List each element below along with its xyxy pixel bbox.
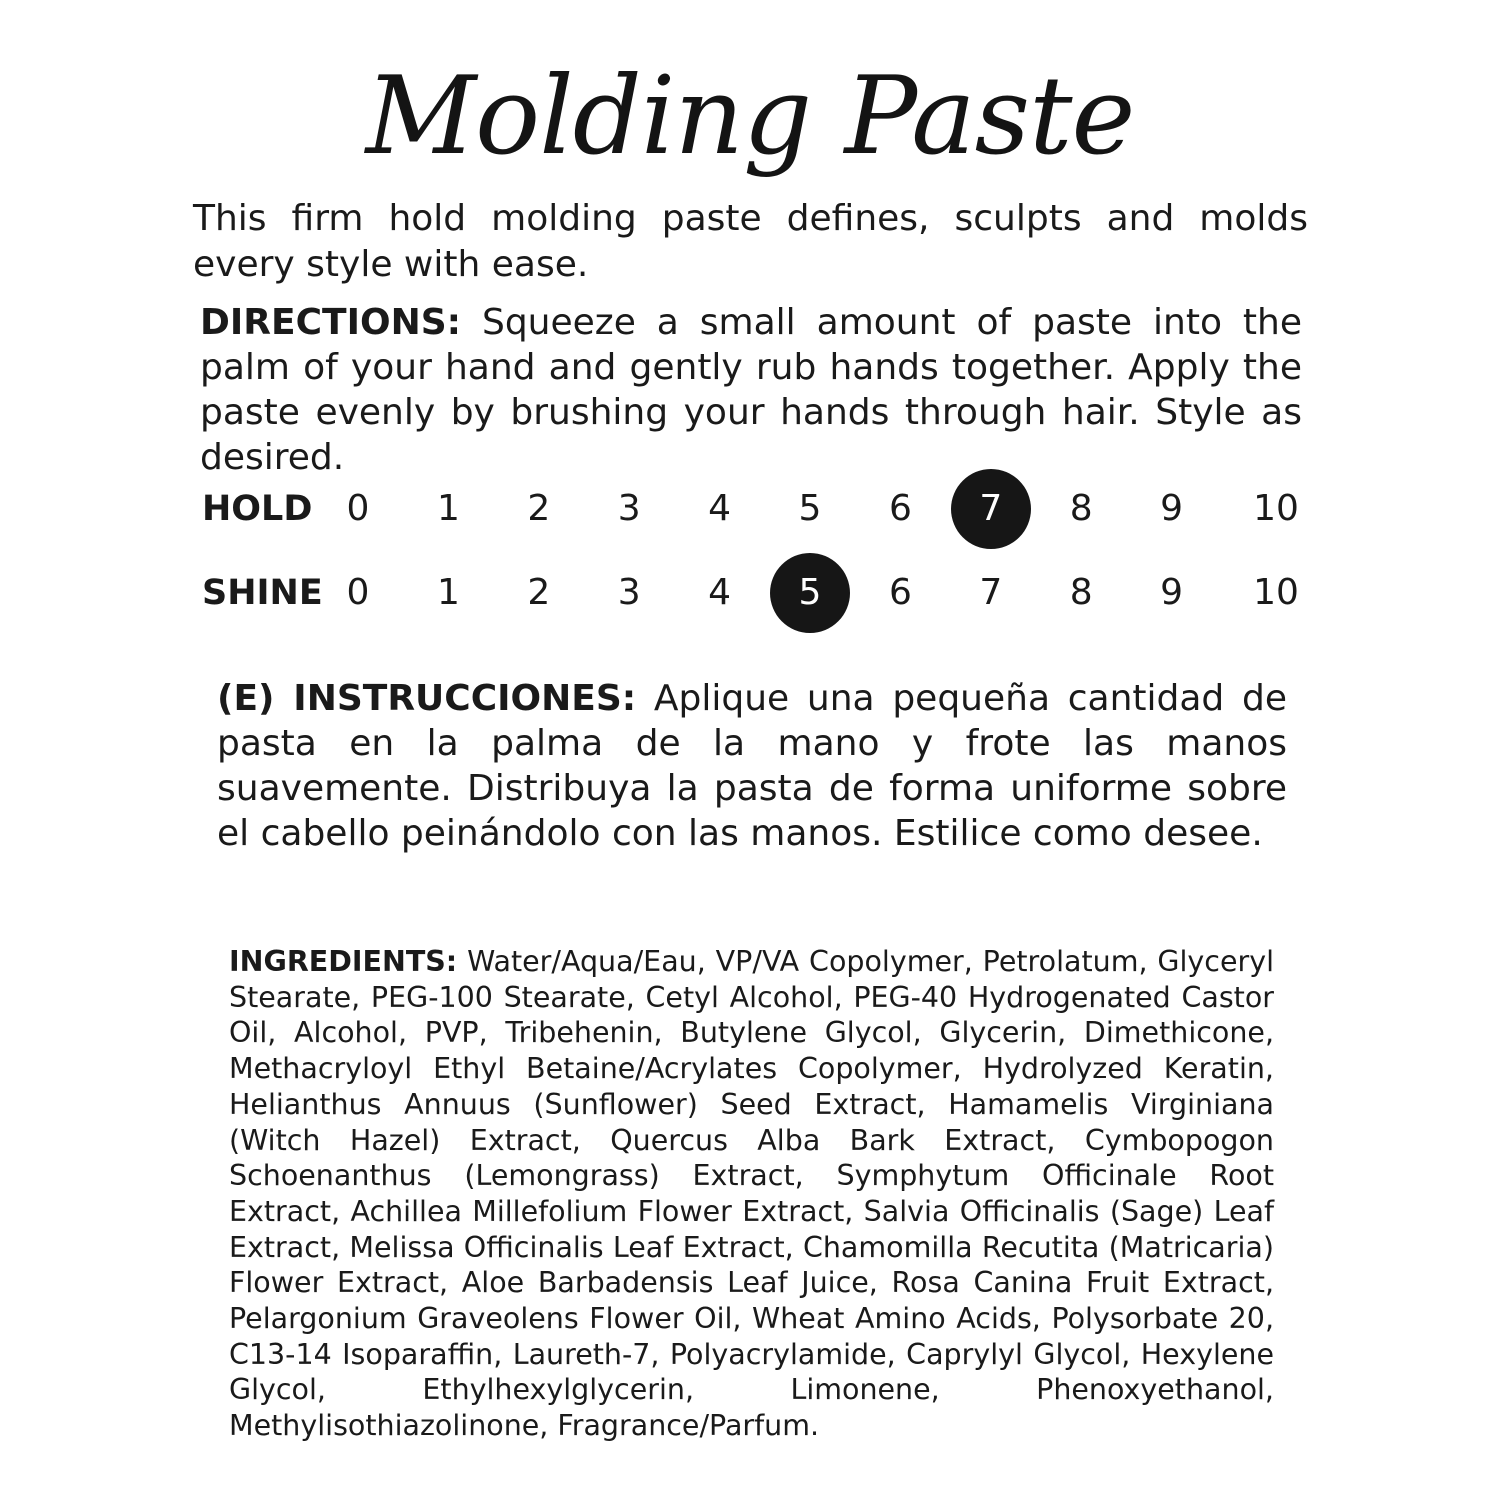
product-description: This firm hold molding paste defines, sculpts and molds every style with ease. <box>193 198 1308 285</box>
shine-scale-value-6: 6 <box>888 572 912 613</box>
shine-scale-value-9: 9 <box>1160 572 1184 613</box>
ingredients-text: Water/Aqua/Eau, VP/VA Copolymer, Petrolatum, Glyceryl Stearate, PEG-100 Stearate, Cetyl Alcohol, PEG-40 Hydrogenated Castor Oil, Alcohol, PVP, Tribehenin, Butylene Glycol, Glycerin, Dimethicone, Methacryloyl Ethyl Betaine/Acrylates Copolymer, Hydrolyzed Keratin, Helianthus Annuus (Sunflower) Seed Extract, Hamamelis Virginiana (Witch Hazel) Extract, Quercus Alba Bark Extract, Cymbopogon Schoenanthus (Lemongrass) Extract, Symphytum Officinale Root Extract, Achillea Millefolium Flower Extract, Salvia Officinalis (Sage) Leaf Extract, Melissa Officinalis Leaf Extract, Chamomilla Recutita (Matricaria) Flower Extract, Aloe Barbadensis Leaf Juice, Rosa Canina Fruit Extract, Pelargonium Graveolens Flower Oil, Wheat Amino Acids, Polysorbate 20, C13-14 Isoparaffin, Laureth-7, Polyacrylamide, Caprylyl Glycol, Hexylene Glycol, Ethylhexylglycerin, Limonene, Phenoxyethanol, Methylisothiazolinone, Fragrance/Parfum. <box>229 945 1274 1443</box>
hold-scale-label: HOLD <box>202 489 313 529</box>
hold-scale-value-8: 8 <box>1069 488 1093 529</box>
hold-scale-value-10: 10 <box>1253 488 1299 529</box>
shine-scale-value-3: 3 <box>617 572 641 613</box>
shine-scale-value-2: 2 <box>527 572 551 613</box>
shine-scale <box>202 553 1322 633</box>
hold-scale <box>202 469 1322 549</box>
ingredients-section <box>229 944 1274 1444</box>
ingredients-label: INGREDIENTS: <box>229 945 458 978</box>
hold-scale-value-0: 0 <box>346 488 370 529</box>
spanish-instructions-label: (E) INSTRUCCIONES: <box>217 678 637 719</box>
directions-section <box>200 300 1302 480</box>
spanish-instructions-text: Aplique una pequeña cantidad de pasta en la palma de la mano y frote las manos suavemente. Distribuya la pasta de forma uniforme sobre el cabello peinándolo con las manos. Estilice como desee. <box>217 678 1288 854</box>
hold-scale-value-2: 2 <box>527 488 551 529</box>
hold-scale-value-1: 1 <box>436 488 460 529</box>
shine-scale-value-7: 7 <box>979 572 1003 613</box>
shine-scale-value-5-selected: 5 <box>770 553 850 633</box>
hold-scale-value-9: 9 <box>1160 488 1184 529</box>
product-title: Molding Paste <box>365 54 1135 179</box>
shine-scale-value-8: 8 <box>1069 572 1093 613</box>
shine-scale-value-4: 4 <box>708 572 732 613</box>
hold-scale-value-3: 3 <box>617 488 641 529</box>
shine-scale-value-1: 1 <box>436 572 460 613</box>
hold-scale-value-5: 5 <box>798 488 822 529</box>
shine-scale-value-10: 10 <box>1253 572 1299 613</box>
shine-scale-label: SHINE <box>202 573 323 613</box>
spanish-instructions-section <box>217 676 1287 856</box>
hold-scale-value-6: 6 <box>888 488 912 529</box>
directions-text: Squeeze a small amount of paste into the palm of your hand and gently rub hands together. Apply the paste evenly by brushing your hands through hair. Style as desired. <box>200 302 1302 478</box>
hold-scale-value-4: 4 <box>708 488 732 529</box>
shine-scale-value-0: 0 <box>346 572 370 613</box>
hold-scale-value-7-selected: 7 <box>951 469 1031 549</box>
directions-label: DIRECTIONS: <box>200 302 462 343</box>
